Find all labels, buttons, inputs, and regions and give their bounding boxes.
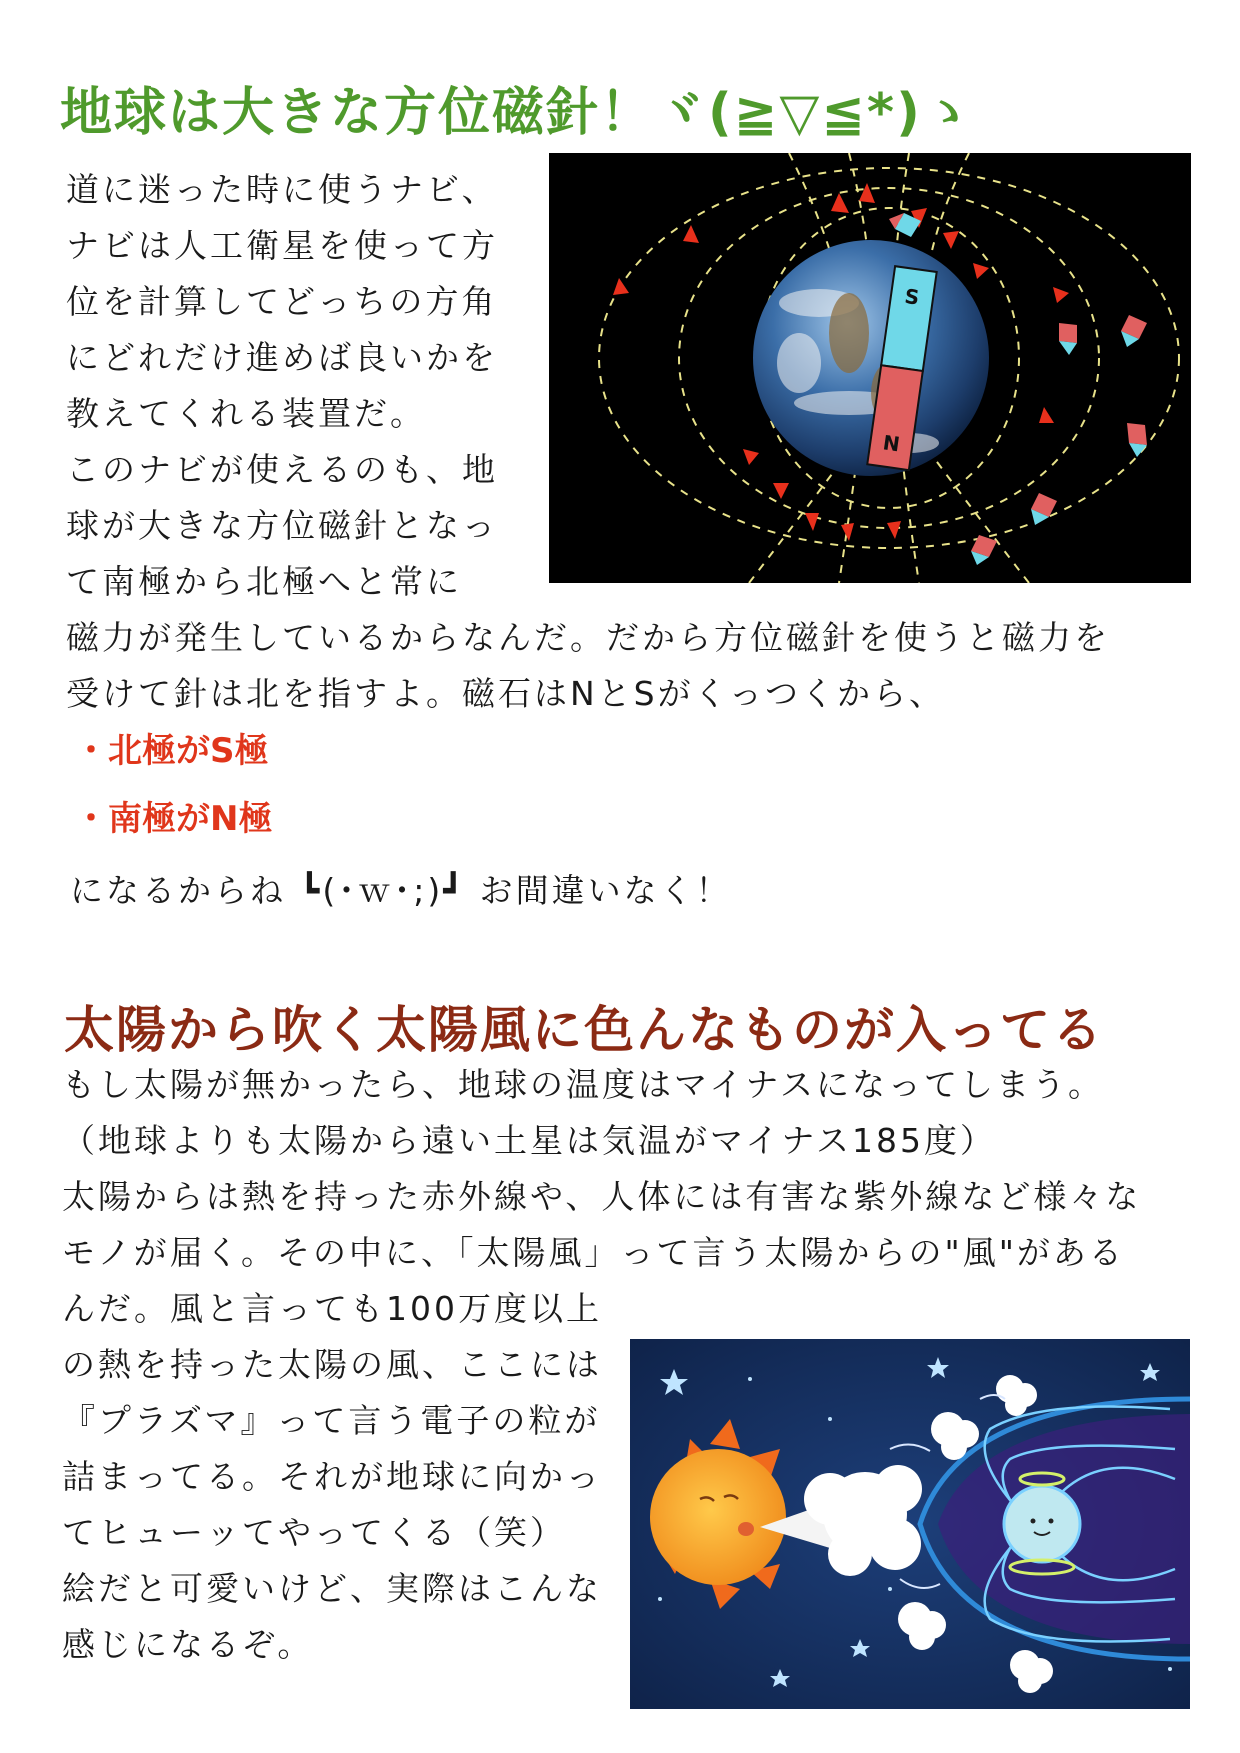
magnet-north-label: N (881, 430, 902, 457)
paragraph-line: もし太陽が無かったら、地球の温度はマイナスになってしまう。 (62, 1065, 1105, 1104)
paragraph-line: 磁力が発生しているからなんだ。だから方位磁針を使うと磁力を (66, 618, 1110, 657)
earth-field-svg (549, 153, 1191, 583)
paragraph-line: モノが届く。その中に、「太陽風」って言う太陽からの"風"がある (62, 1233, 1125, 1272)
earth-magnetic-field-figure (549, 153, 1191, 583)
paragraph-line: 受けて針は北を指すよ。磁石はNとSがくっつくから、 (66, 674, 945, 713)
paragraph-line: （地球よりも太陽から遠い土星は気温がマイナス185度） (62, 1121, 997, 1160)
solar-wind-illustration (630, 1339, 1190, 1709)
paragraph-line: 太陽からは熱を持った赤外線や、人体には有害な紫外線など様々な (62, 1177, 1142, 1216)
paragraph-line: の熱を持った太陽の風、ここには (62, 1345, 602, 1384)
paragraph-line: 位を計算してどっちの方角 (66, 282, 498, 321)
paragraph-line: 球が大きな方位磁針となっ (66, 506, 498, 545)
paragraph-line: 感じになるぞ。 (62, 1625, 314, 1664)
paragraph-line: このナビが使えるのも、地 (66, 450, 498, 489)
bullet-south-pole: ・南極がN極 (74, 799, 273, 839)
paragraph-line: て南極から北極へと常に (66, 562, 462, 601)
section2-title: 太陽から吹く太陽風に色んなものが入ってる (64, 1001, 1104, 1059)
paragraph-line: んだ。風と言っても100万度以上 (62, 1289, 602, 1328)
earth-character (1004, 1486, 1080, 1562)
paragraph-line: 道に迷った時に使うナビ、 (66, 170, 498, 209)
magnet-south-label: S (903, 283, 921, 310)
paragraph-line: 『プラズマ』って言う電子の粒が (62, 1401, 601, 1440)
paragraph-line: 絵だと可愛いけど、実際はこんな (62, 1569, 602, 1608)
paragraph-line: 教えてくれる装置だ。 (66, 394, 426, 433)
paragraph-line: てヒューッてやってくる（笑） (62, 1513, 566, 1552)
bullet-north-pole: ・北極がS極 (74, 731, 269, 771)
section1-title: 地球は大きな方位磁針！ヾ(≧▽≦*)ゝ (60, 83, 976, 143)
paragraph-line: 詰まってる。それが地球に向かっ (62, 1457, 602, 1496)
solar-wind-svg (630, 1339, 1190, 1709)
closing-line: になるからね ┗(･ｗ･;)┛ お間違いなく！ (70, 871, 732, 910)
paragraph-line: にどれだけ進めば良いかを (66, 338, 498, 377)
paragraph-line: ナビは人工衛星を使って方 (66, 226, 498, 265)
